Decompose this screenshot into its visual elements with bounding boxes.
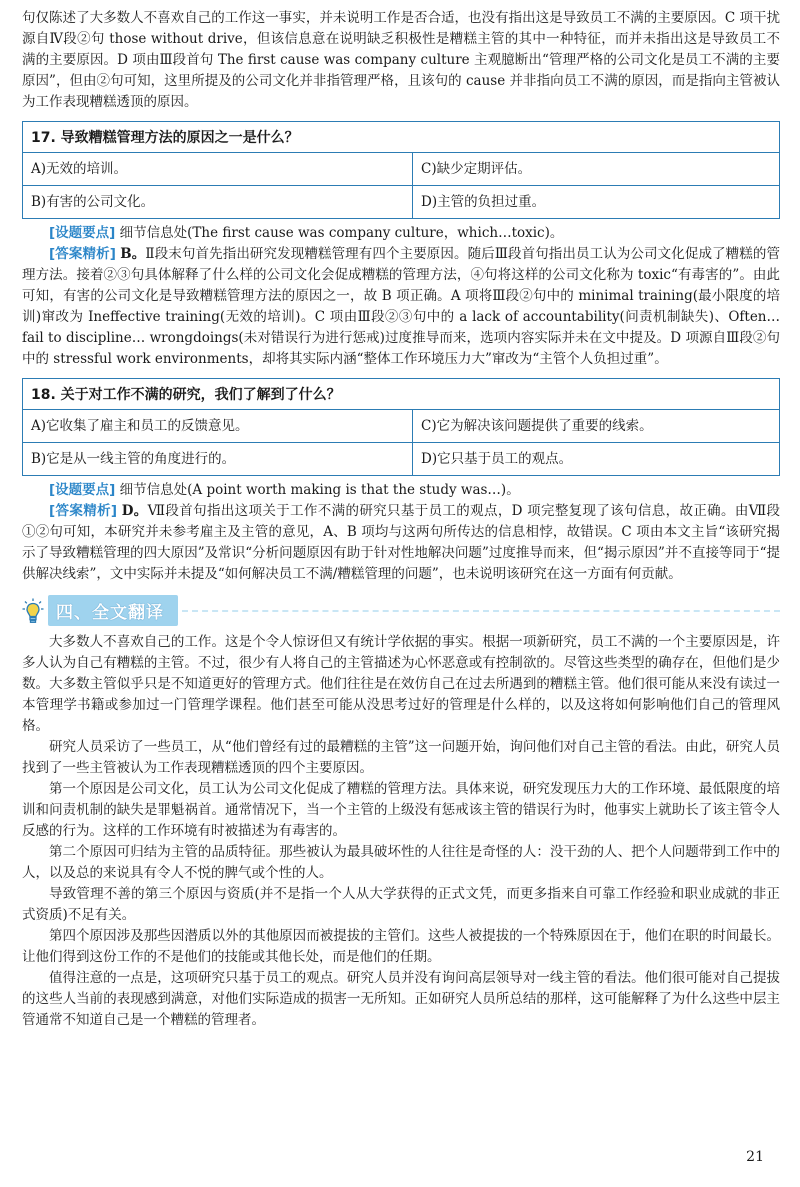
question-18-options xyxy=(23,410,779,475)
option-d: D)它只基于员工的观点。 xyxy=(421,451,573,467)
section-title: 四、全文翻译 xyxy=(48,595,178,626)
point-text: 细节信息处(The first cause was company culture，which…toxic)。 xyxy=(119,225,564,241)
translation-body xyxy=(22,632,780,1031)
option-c: C)它为解决该问题提供了重要的线索。 xyxy=(413,410,779,443)
point-label: [设题要点] xyxy=(49,482,116,498)
answer-letter: B。 xyxy=(120,246,146,262)
option-c: C)缺少定期评估。 xyxy=(413,153,779,186)
point-text: 细节信息处(A point worth making is that the study was…)。 xyxy=(119,482,520,498)
question-17-box xyxy=(22,121,780,219)
question-18-analysis xyxy=(22,480,780,585)
intro-paragraph: 句仅陈述了大多数人不喜欢自己的工作这一事实，并未说明工作是否合适，也没有指出这是导致员工不满的主要原因。C 项干扰源自Ⅳ段②句 those without drive，但该信息意在说明缺乏积极性是糟糕主管的其中一种特征，而并未指出这是导致员工不满的主要原因。D 项由Ⅲ段首句 The first cause was company culture 主观臆断出“管理严格的公司文化是员工不满的主要原因”，但由②句可知，这里所提及的公司文化并非指管理严格，且该句的 cause 并非指向员工不满的原因，而是指向主管被认为工作表现糟糕透顶的原因。 xyxy=(22,10,780,110)
question-17-title: 17. 导致糟糕管理方法的原因之一是什么？ xyxy=(23,122,779,153)
question-17-answer xyxy=(22,244,780,370)
analysis-label: [答案精析] xyxy=(49,503,118,519)
analysis-text: Ⅶ段首句指出这项关于工作不满的研究只基于员工的观点，D 项完整复现了该句信息，故正确。由Ⅶ段①②句可知，本研究并未参考雇主及主管的意见，A、B 项均与这两句所传达的信息相悖，故错误。C 项由本文主旨“该研究揭示了导致糟糕管理的四大原因”及常识“分析问题原因有助于针对性地解决问题”过度推导而来，但“揭示原因”并不直接等同于“提供解决线索”，文中实际并未提及“如何解决员工不满/糟糕管理的问题”，也未说明该研究在这一方面有何贡献。 xyxy=(22,503,780,582)
question-17-analysis xyxy=(22,223,780,370)
translation-paragraph: 大多数人不喜欢自己的工作。这是个令人惊讶但又有统计学依据的事实。根据一项新研究，员工不满的一个主要原因是，许多人认为自己有糟糕的主管。不过，很少有人将自己的主管描述为心怀恶意或有控制欲的。尽管这些类型的确存在，但他们是少数。大多数主管似乎只是不知道更好的管理方式。他们往往是在效仿自己在过去所遇到的糟糕主管。他们很可能从来没有读过一本管理学书籍或参加过一门管理学课程。他们甚至可能从没思考过好的管理是什么样的，以及这将如何影响他们自己的管理风格。 xyxy=(22,634,780,734)
analysis-text: Ⅱ段末句首先指出研究发现糟糕管理有四个主要原因。随后Ⅲ段首句指出员工认为公司文化促成了糟糕的管理方法。接着②③句具体解释了什么样的公司文化会促成糟糕的管理方法，④句将这样的公司文化称为 toxic“有毒害的”。由此可知，有害的公司文化是导致糟糕管理方法的原因之一，故 B 项正确。A 项将Ⅲ段②句中的 minimal training(最小限度的培训)窜改为 Ineffective training(无效的培训)。C 项由Ⅲ段②③句中的 a lack of accountability(问责机制缺失)、Often… fail to discipline… wrongdoings(未对错误行为进行惩戒)过度推导而来，选项内容实际并未在文中提及。D 项源自Ⅲ段②句中的 stressful work environments，却将其实际内涵“整体工作环境压力大”窜改为“主管个人负担过重”。 xyxy=(22,246,780,367)
section-header xyxy=(22,595,780,626)
translation-paragraph: 值得注意的一点是，这项研究只基于员工的观点。研究人员并没有询问高层领导对一线主管的看法。他们很可能对自己提拔的这些人当前的表现感到满意，对他们实际造成的损害一无所知。正如研究人员所总结的那样，这可能解释了为什么这些中层主管通常不知道自己是一个糟糕的管理者。 xyxy=(22,970,780,1028)
section-divider xyxy=(182,610,780,612)
question-18-answer xyxy=(22,501,780,585)
question-17-point xyxy=(22,223,780,244)
question-18-title: 18. 关于对工作不满的研究，我们了解到了什么？ xyxy=(23,379,779,410)
translation-paragraph: 第一个原因是公司文化，员工认为公司文化促成了糟糕的管理方法。具体来说，研究发现压力大的工作环境、最低限度的培训和问责机制的缺失是罪魁祸首。通常情况下，当一个主管的上级没有惩戒该主管的错误行为时，他事实上就助长了该主管令人反感的行为。这样的工作环境有时被描述为有毒害的。 xyxy=(22,781,780,839)
option-a: A)它收集了雇主和员工的反馈意见。 xyxy=(23,410,413,443)
translation-paragraph: 第二个原因可归结为主管的品质特征。那些被认为最具破坏性的人往往是奇怪的人：没干劲的人、把个人问题带到工作中的人，以及总的来说具有令人不悦的脾气或个性的人。 xyxy=(22,844,780,881)
option-d: D)主管的负担过重。 xyxy=(421,194,546,210)
point-label: [设题要点] xyxy=(49,225,116,241)
option-a: A)无效的培训。 xyxy=(23,153,413,186)
question-17-options xyxy=(23,153,779,218)
page-number: 21 xyxy=(746,1149,764,1165)
translation-paragraph: 导致管理不善的第三个原因与资质(并不是指一个人从大学获得的正式文凭，而更多指来自可靠工作经验和职业成就的非正式资质)不足有关。 xyxy=(22,886,780,923)
option-b: B)它是从一线主管的角度进行的。 xyxy=(23,443,413,475)
answer-letter: D。 xyxy=(121,503,148,519)
question-18-box xyxy=(22,378,780,476)
translation-paragraph: 研究人员采访了一些员工，从“他们曾经有过的最糟糕的主管”这一问题开始，询问他们对自己主管的看法。由此，研究人员找到了一些主管被认为工作表现糟糕透顶的四个主要原因。 xyxy=(22,739,780,776)
analysis-label: [答案精析] xyxy=(49,246,116,262)
question-18-point xyxy=(22,480,780,501)
option-b: B)有害的公司文化。 xyxy=(23,186,413,218)
lightbulb-icon xyxy=(22,598,44,624)
translation-paragraph: 第四个原因涉及那些因潜质以外的其他原因而被提拔的主管们。这些人被提拔的一个特殊原因在于，他们在职的时间最长。让他们得到这份工作的不是他们的技能或其他长处，而是他们的任期。 xyxy=(22,928,780,965)
